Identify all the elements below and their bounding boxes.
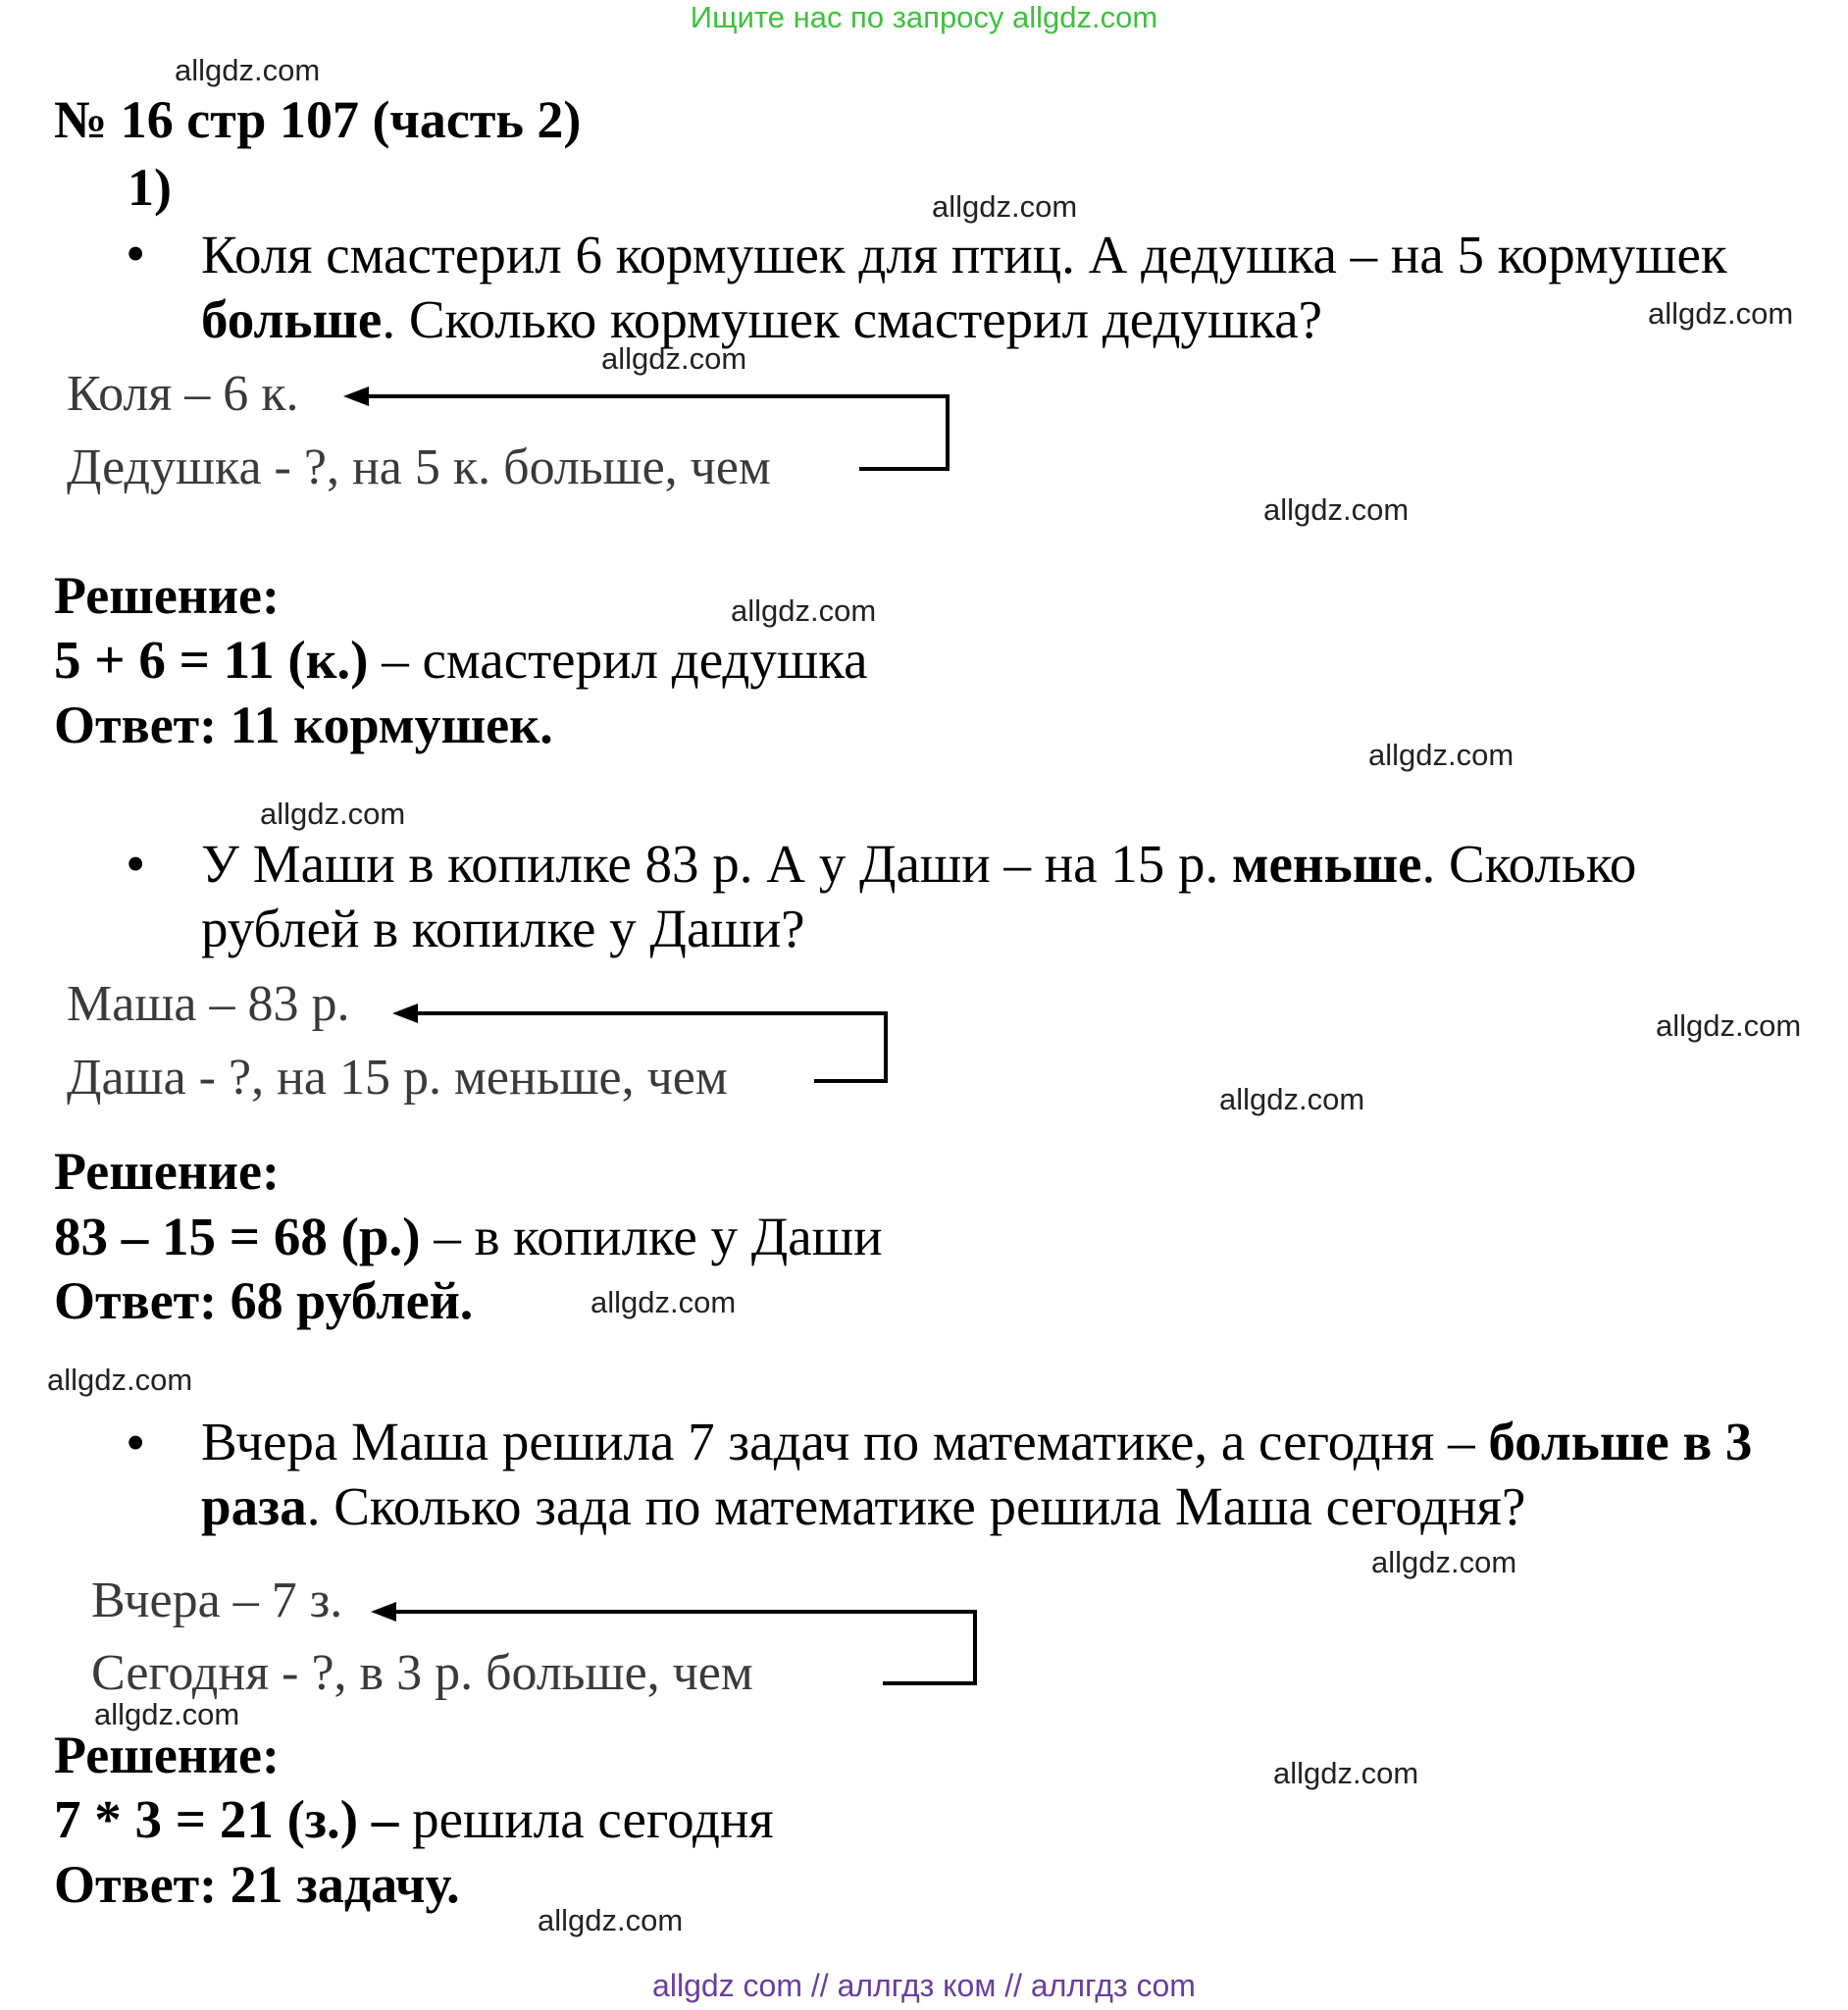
watermark: allgdz.com xyxy=(94,1697,240,1731)
solution-heading: Решение: xyxy=(54,1142,280,1201)
answer: Ответ: 68 рублей. xyxy=(54,1271,474,1330)
answer: Ответ: 21 задачу. xyxy=(54,1855,460,1914)
watermark: allgdz.com xyxy=(1273,1756,1419,1790)
diagram-line-1: Маша – 83 р. xyxy=(67,976,350,1032)
task-text-emphasis: меньше xyxy=(1232,834,1422,894)
equation-comment: – в копилке у Даши xyxy=(420,1207,883,1266)
answer: Ответ: 11 кормушек. xyxy=(54,696,553,754)
task-text-part: . Сколько зада по математике решила Маша сегодня? xyxy=(306,1476,1526,1536)
top-banner: Ищите нас по запросу allgdz.com xyxy=(690,0,1158,34)
watermark: allgdz.com xyxy=(175,53,321,87)
watermark: allgdz.com xyxy=(538,1903,684,1937)
watermark: allgdz.com xyxy=(1371,1545,1517,1579)
comparison-arrow-1 xyxy=(343,387,948,469)
solution-heading: Решение: xyxy=(54,1726,280,1784)
equation-comment: – смастерил дедушка xyxy=(368,630,868,690)
watermark: allgdz.com xyxy=(1656,1008,1802,1043)
bullet: • xyxy=(126,222,146,285)
diagram-line-2: Сегодня - ?, в 3 р. больше, чем xyxy=(91,1645,753,1701)
equation-expression: 5 + 6 = 11 (к.) xyxy=(54,630,369,690)
equation-expression: 7 * 3 = 21 (з.) – xyxy=(54,1789,399,1849)
watermark: allgdz.com xyxy=(1263,492,1410,527)
equation-comment: решила сегодня xyxy=(398,1789,774,1849)
bullet: • xyxy=(126,1411,146,1474)
solution-heading: Решение: xyxy=(54,566,280,625)
equation-expression: 83 – 15 = 68 (р.) xyxy=(54,1207,421,1266)
task-text-part: У Маши в копилке 83 р. А у Даши – на 15 р. xyxy=(201,834,1233,894)
diagram-line-2: Дедушка - ?, на 5 к. больше, чем xyxy=(67,439,771,495)
watermark: allgdz.com xyxy=(601,341,747,376)
subproblem-number: 1) xyxy=(128,158,172,217)
watermark: allgdz.com xyxy=(731,593,877,628)
bullet: • xyxy=(126,832,146,896)
diagram-line-1: Вчера – 7 з. xyxy=(91,1572,343,1628)
page-title: № 16 стр 107 (часть 2) xyxy=(54,90,582,149)
watermark: allgdz.com xyxy=(1219,1082,1365,1116)
diagram-line-1: Коля – 6 к. xyxy=(67,366,299,422)
comparison-arrow-2 xyxy=(392,1004,886,1081)
task-text-part: Вчера Маша решила 7 задач по математике, а сегодня – xyxy=(201,1412,1489,1471)
watermark: allgdz.com xyxy=(590,1285,737,1319)
task-text-part: Коля смастерил 6 кормушек для птиц. А дедушка – на 5 кормушек xyxy=(201,225,1727,284)
task-text-part: . Сколько кормушек смастерил дедушка? xyxy=(382,289,1323,349)
task-text-emphasis: больше в 3 раза xyxy=(201,1412,1753,1536)
comparison-arrow-3 xyxy=(371,1602,975,1683)
bottom-banner: allgdz com // аллгдз ком // аллгдз com xyxy=(652,1968,1196,2003)
watermark: allgdz.com xyxy=(260,797,406,831)
watermark: allgdz.com xyxy=(932,189,1078,224)
task-text-part: . Сколько рублей в копилке у Даши? xyxy=(201,834,1637,958)
watermark: allgdz.com xyxy=(47,1363,193,1397)
watermark: allgdz.com xyxy=(1648,296,1794,331)
diagram-line-2: Даша - ?, на 15 р. меньше, чем xyxy=(67,1050,728,1106)
watermark: allgdz.com xyxy=(1368,738,1514,772)
task-text-emphasis: больше xyxy=(201,289,383,349)
